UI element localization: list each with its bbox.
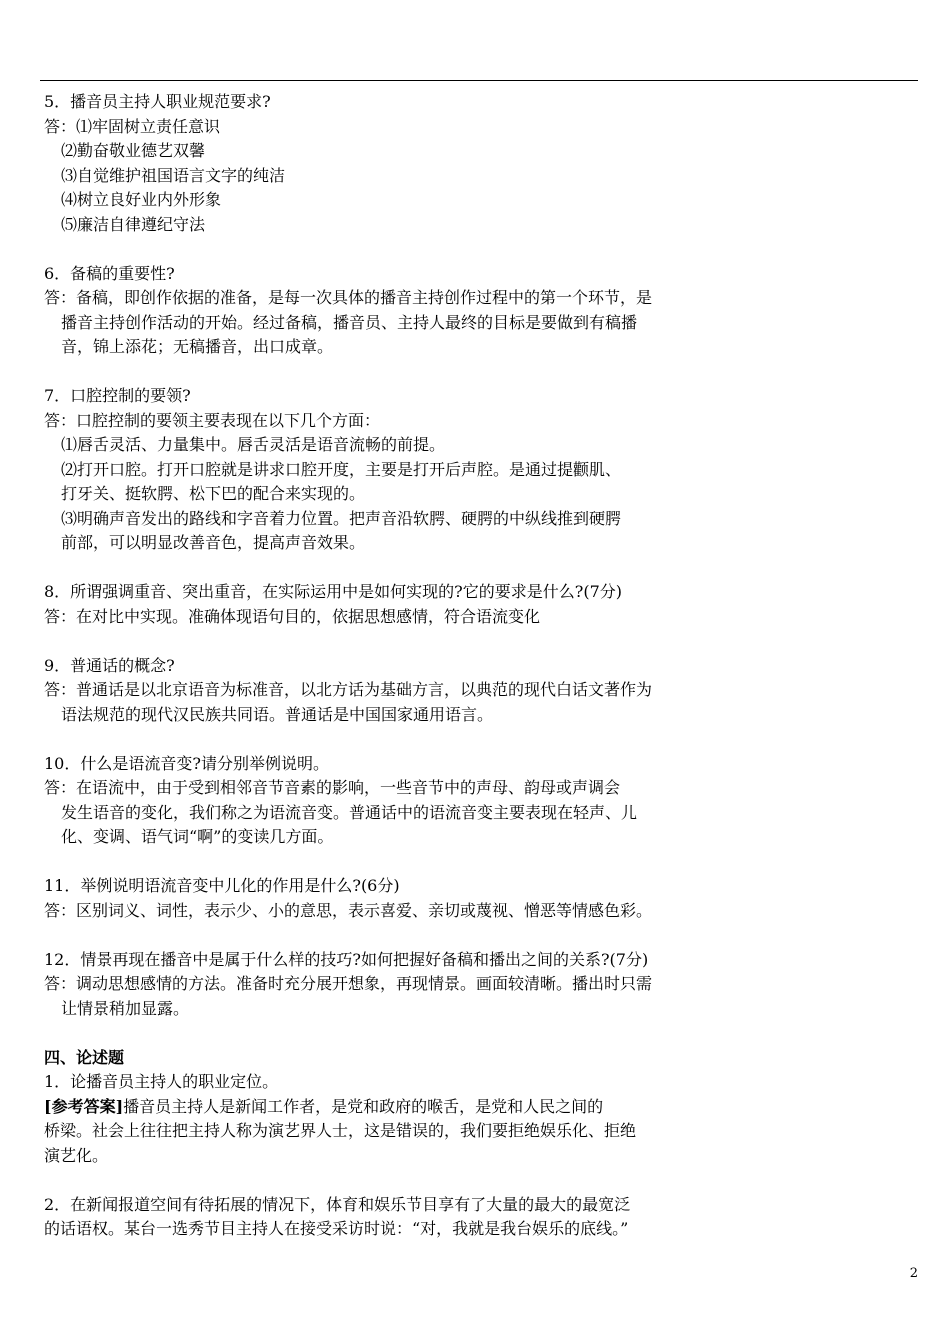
answer-line: 答：备稿，即创作依据的准备，是每一次具体的播音主持创作过程中的第一个环节，是 — [44, 288, 653, 307]
essay-1-title: 1．论播音员主持人的职业定位。 — [44, 1072, 279, 1091]
question-title: 12．情景再现在播音中是属于什么样的技巧?如何把握好备稿和播出之间的关系?(7分) — [44, 949, 649, 969]
answer-line: 前部，可以明显改善音色，提高声音效果。 — [61, 533, 366, 552]
reference-answer-label: [参考答案] — [44, 1096, 124, 1116]
answer-line: ⑵打开口腔。打开口腔就是讲求口腔开度，主要是打开后声腔。是通过提颧肌、 — [61, 459, 622, 479]
question-6 — [44, 262, 904, 360]
question-title: 6．备稿的重要性? — [44, 263, 175, 283]
answer-line: ⑶明确声音发出的路线和字音着力位置。把声音沿软腭、硬腭的中纵线推到硬腭 — [61, 508, 622, 528]
page-number: 2 — [909, 1266, 918, 1281]
answer-line: ⑸廉洁自律遵纪守法 — [61, 214, 206, 234]
answer-line: ⑵勤奋敬业德艺双馨 — [61, 141, 206, 160]
essay-1-answer-line: 演艺化。 — [44, 1145, 109, 1165]
answer-line: 答：在语流中，由于受到相邻音节音素的影响，一些音节中的声母、韵母或声调会 — [44, 778, 621, 797]
answer-line: 答：口腔控制的要领主要表现在以下几个方面： — [44, 410, 381, 430]
answer-line: ⑷树立良好业内外形象 — [61, 190, 222, 209]
answer-line: ⑴唇舌灵活、力量集中。唇舌灵活是语音流畅的前提。 — [61, 435, 446, 454]
question-title: 11．举例说明语流音变中儿化的作用是什么?(6分) — [44, 876, 400, 895]
essay-2-line: 2．在新闻报道空间有待拓展的情况下，体育和娱乐节目享有了大量的最大的最宽泛 — [44, 1194, 631, 1214]
question-title: 9．普通话的概念? — [44, 655, 175, 675]
answer-line: 答：普通话是以北京语音为标准音，以北方话为基础方言，以典范的现代白话文著作为 — [44, 680, 653, 699]
document-body — [44, 90, 904, 1242]
essay-2-line: 的话语权。某台一选秀节目主持人在接受采访时说：“对，我就是我台娱乐的底线。” — [44, 1219, 629, 1238]
question-10 — [44, 752, 904, 850]
answer-line: 语法规范的现代汉民族共同语。普通话是中国国家通用语言。 — [61, 704, 494, 724]
section-heading: 四、论述题 — [44, 1047, 125, 1067]
question-12 — [44, 948, 904, 1022]
answer-line: 发生语音的变化，我们称之为语流音变。普通话中的语流音变主要表现在轻声、儿 — [61, 802, 638, 822]
section-essay — [44, 1046, 904, 1242]
answer-line: ⑶自觉维护祖国语言文字的纯洁 — [61, 165, 286, 185]
answer-line: 打牙关、挺软腭、松下巴的配合来实现的。 — [61, 484, 366, 503]
answer-line: 答：在对比中实现。准确体现语句目的，依据思想感情，符合语流变化 — [44, 606, 541, 626]
answer-line: 答：区别词义、词性，表示少、小的意思，表示喜爱、亲切或蔑视、憎恶等情感色彩。 — [44, 900, 653, 920]
question-title: 7．口腔控制的要领? — [44, 386, 191, 405]
question-11 — [44, 874, 904, 923]
question-title: 10．什么是语流音变?请分别举例说明。 — [44, 753, 329, 773]
answer-line: 播音主持创作活动的开始。经过备稿，播音员、主持人最终的目标是要做到有稿播 — [61, 312, 638, 332]
question-title: 5．播音员主持人职业规范要求? — [44, 92, 271, 111]
essay-1-answer-line: 桥梁。社会上往往把主持人称为演艺界人士，这是错误的，我们要拒绝娱乐化、拒绝 — [44, 1121, 637, 1140]
question-7 — [44, 384, 904, 556]
question-9 — [44, 654, 904, 728]
essay-1-answer-line — [44, 1095, 904, 1120]
reference-answer-text: 播音员主持人是新闻工作者，是党和政府的喉舌，是党和人民之间的 — [123, 1096, 604, 1116]
answer-line: 音，锦上添花；无稿播音，出口成章。 — [61, 337, 334, 356]
question-5 — [44, 90, 904, 237]
header-rule — [40, 80, 918, 81]
answer-line: 答：⑴牢固树立责任意识 — [44, 116, 221, 136]
question-title: 8．所谓强调重音、突出重音，在实际运用中是如何实现的?它的要求是什么?(7分) — [44, 582, 623, 601]
question-8 — [44, 580, 904, 629]
answer-line: 让情景稍加显露。 — [61, 998, 190, 1018]
answer-line: 答：调动思想感情的方法。准备时充分展开想象，再现情景。画面较清晰。播出时只需 — [44, 974, 653, 993]
answer-line: 化、变调、语气词“啊”的变读几方面。 — [61, 827, 334, 846]
